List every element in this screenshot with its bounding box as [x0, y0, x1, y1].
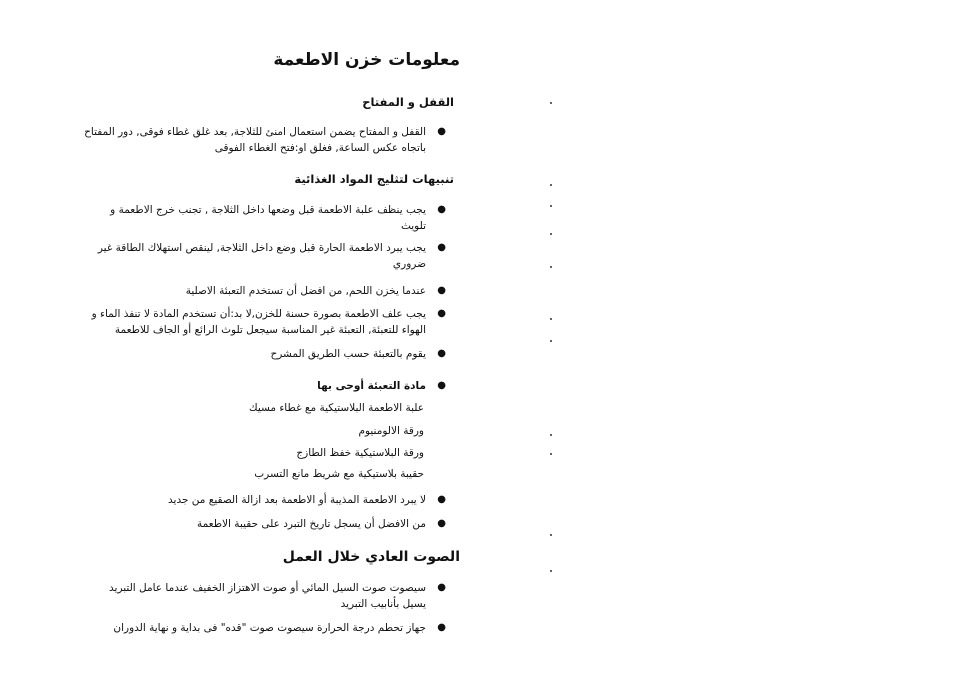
section-heading-lock: القفل و المفتاح	[362, 95, 454, 109]
list-item	[84, 492, 452, 508]
bullet-icon: ●	[437, 518, 446, 529]
list-item	[84, 346, 452, 362]
list-item	[84, 124, 452, 156]
bullet-icon: ●	[437, 582, 446, 593]
list-item-text: سيصوت صوت السيل المائي أو صوت الاهتزاز الخفيف عندما عامل التبريد يسيل بأنابيب التبريد	[109, 582, 426, 610]
list-item-text: عندما يخزن اللحم, من افضل أن تستخدم التعبئة الاصلية	[185, 285, 426, 297]
scan-mark	[550, 318, 552, 320]
packaging-line: علبة الاطعمة البلاستيكية مع غطاء مسيك	[249, 402, 424, 414]
scan-mark	[550, 266, 552, 268]
scan-mark	[550, 205, 552, 207]
bullet-icon: ●	[437, 348, 446, 359]
scan-mark	[550, 184, 552, 186]
list-item-text: يجب ينظف علبة الاطعمة قبل وضعها داخل الثلاجة , تجنب خرج الاطعمة و تلويث	[110, 204, 426, 232]
list-item-text: جهاز تحطم درجة الحرارة سيصوت صوت "قده" فى بداية و نهاية الدوران	[113, 622, 426, 634]
list-item	[84, 202, 452, 234]
bullet-icon: ●	[437, 622, 446, 633]
bullet-icon: ●	[437, 380, 446, 391]
packaging-line: ورقة الالومنيوم	[358, 425, 424, 437]
section-heading-packaging: مادة التعبئة أوحى بها	[317, 380, 426, 392]
list-item	[84, 378, 452, 394]
packaging-line: ورقة البلاستيكية خفظ الطازج	[296, 447, 424, 459]
scan-mark	[550, 340, 552, 342]
section-heading-sound: الصوت العادي خلال العمل	[282, 549, 460, 565]
bullet-icon: ●	[437, 242, 446, 253]
list-item-text: يجب علف الاطعمة بصورة حسنة للخزن,لا بد:أن تستخدم المادة لا تنفذ الماء و الهواء للتعبئة, التعبئة غير المناسبة سيجعل تلوث الرائع أو الجاف للاطعمة	[91, 308, 426, 336]
section-heading-freezing: تنبيهات لتثليج المواد الغذائية	[294, 172, 454, 186]
list-item	[84, 620, 452, 636]
list-item	[84, 283, 452, 299]
scan-mark	[550, 453, 552, 455]
list-item-text: من الافضل أن يسجل تاريخ التبرد على حقيبة الاطعمة	[196, 518, 426, 530]
scan-mark	[550, 102, 552, 104]
bullet-icon: ●	[437, 126, 446, 137]
bullet-icon: ●	[437, 285, 446, 296]
packaging-line: حقيبة بلاستيكية مع شريط مانع التسرب	[254, 468, 424, 480]
list-item	[84, 240, 452, 272]
bullet-icon: ●	[437, 494, 446, 505]
list-item-text: يقوم بالتعبئة حسب الطريق المشرح	[270, 348, 426, 360]
list-item	[84, 306, 452, 338]
list-item-text: القفل و المفتاح يضمن استعمال امنئ للثلاجة, بعد غلق غطاء فوقى, دور المفتاح باتجاه عكس الساعة, فغلق او:فتح الغطاء الفوقى	[84, 126, 426, 154]
list-item	[84, 580, 452, 612]
list-item-text: لا يبرد الاطعمة المذيبة أو الاطعمة بعد ازالة الصقيع من جديد	[168, 494, 426, 506]
list-item	[84, 516, 452, 532]
page-title: معلومات خزن الاطعمة	[273, 50, 460, 70]
scan-mark	[550, 570, 552, 572]
scan-mark	[550, 534, 552, 536]
bullet-icon: ●	[437, 308, 446, 319]
bullet-icon: ●	[437, 204, 446, 215]
scan-mark	[550, 434, 552, 436]
list-item-text: يجب يبرد الاطعمة الحارة قبل وضع داخل الثلاجة, لينقص استهلاك الطاقة غير ضروري	[97, 242, 426, 270]
scan-mark	[550, 233, 552, 235]
